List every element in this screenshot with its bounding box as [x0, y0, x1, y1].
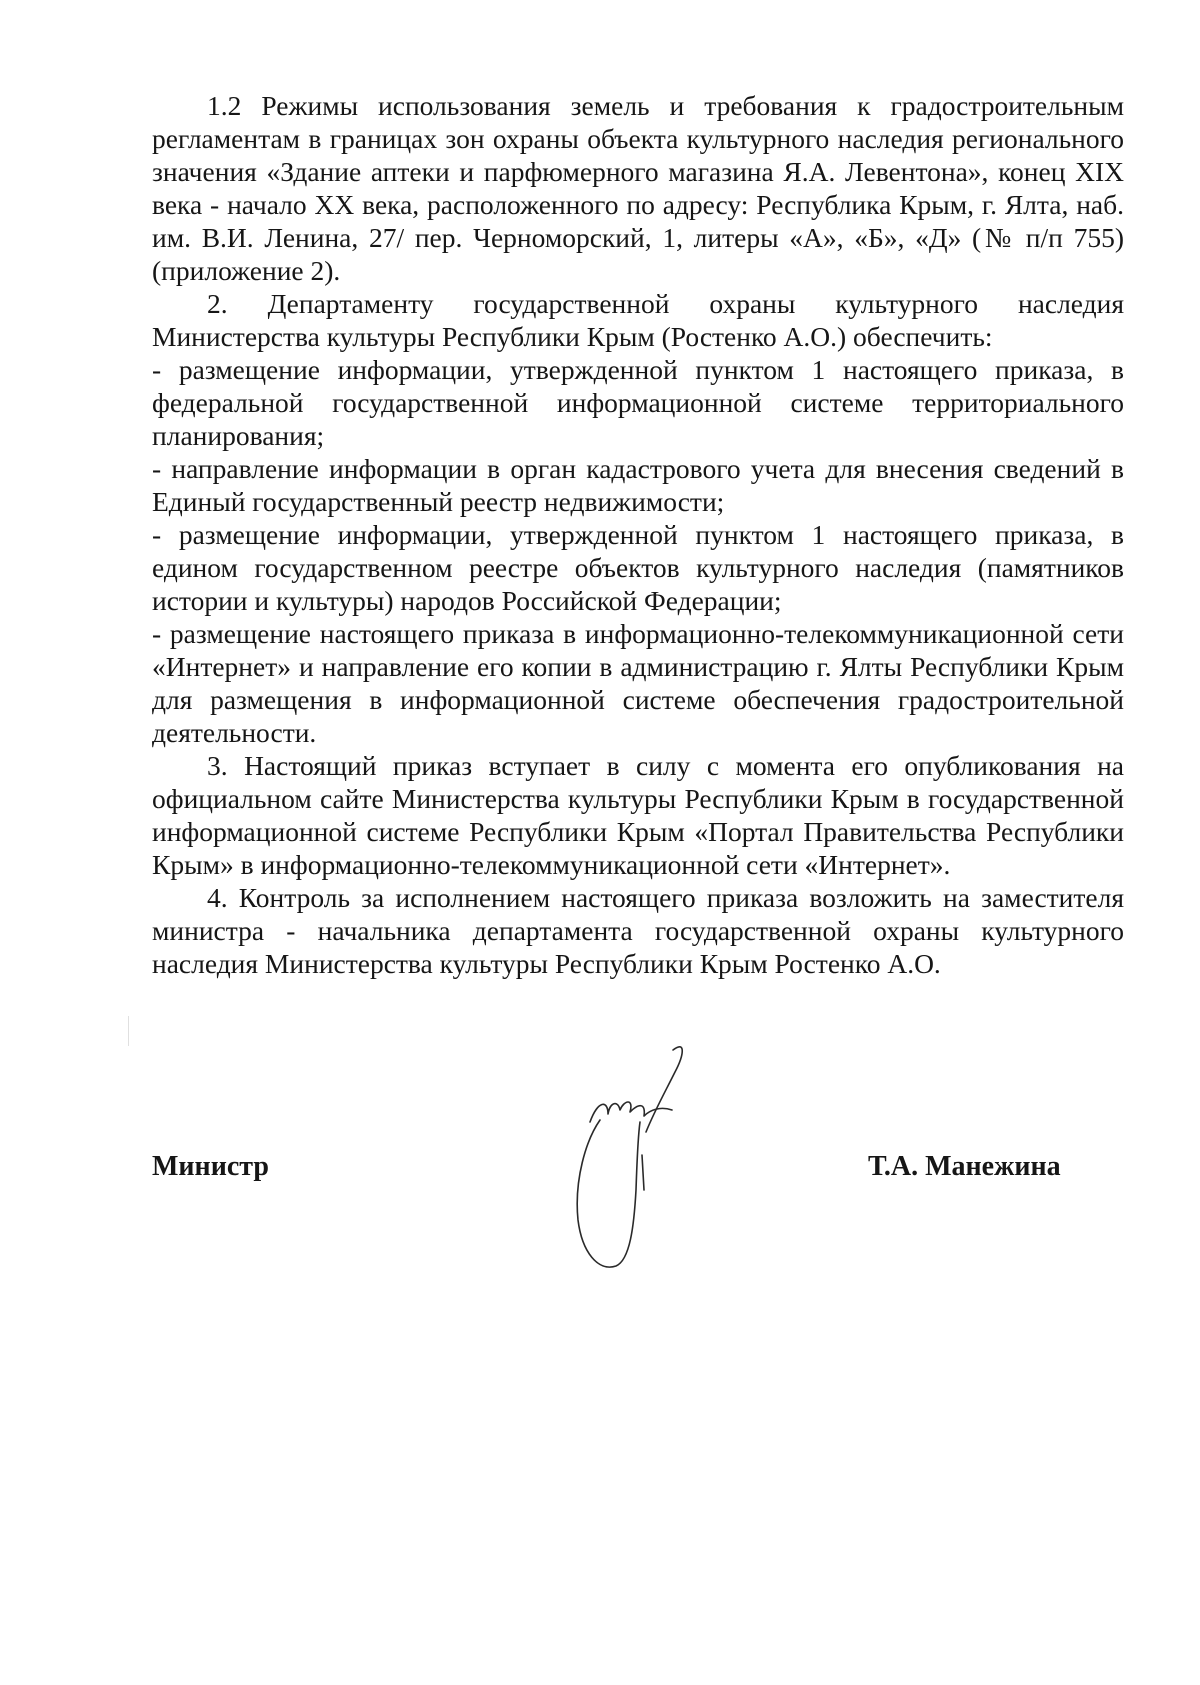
paragraph-2: 2. Департаменту государственной охраны культурного наследия Министерства культуры Республики Крым (Ростенко А.О.) обеспечить: — [152, 288, 1124, 352]
signatory-name: Т.А. Манежина — [868, 1151, 1061, 1182]
signatory-title: Министр — [152, 1151, 269, 1182]
paragraph-1-2: 1.2 Режимы использования земель и требования к градостроительным регламентам в границах зон охраны объекта культурного наследия регионального значения «Здание аптеки и парфюмерного магазина Я.А. Левентона», конец XIX века - начало XX века, расположенного по адресу: Республика Крым, г. Ялта, наб. им. В.И. Ленина, 27/ пер. Черноморский, 1, литеры «А», «Б», «Д» (№ п/п 755) (приложение 2). — [152, 90, 1124, 286]
list-item-bullet-2: - направление информации в орган кадастрового учета для внесения сведений в Единый государственный реестр недвижимости; — [152, 453, 1124, 517]
paragraph-4: 4. Контроль за исполнением настоящего приказа возложить на заместителя министра - начальника департамента государственной охраны культурного наследия Министерства культуры Республики Крым Ростенко А.О. — [152, 882, 1124, 979]
handwritten-signature — [568, 1040, 748, 1290]
paragraph-3: 3. Настоящий приказ вступает в силу с момента его опубликования на официальном сайте Министерства культуры Республики Крым в государственной информационной системе Республики Крым «Портал Правительства Республики Крым» в информационно-телекоммуникационной сети «Интернет». — [152, 750, 1124, 880]
list-item-bullet-4: - размещение настоящего приказа в информационно-телекоммуникационной сети «Интернет» и направление его копии в администрацию г. Ялты Республики Крым для размещения в информационной системе обеспечения градостроительной деятельности. — [152, 618, 1124, 748]
scan-mark — [128, 1016, 129, 1046]
list-item-bullet-1: - размещение информации, утвержденной пунктом 1 настоящего приказа, в федеральной государственной информационной системе территориального планирования; — [152, 354, 1124, 451]
document-body — [152, 89, 1124, 980]
list-item-bullet-3: - размещение информации, утвержденной пунктом 1 настоящего приказа, в едином государственном реестре объектов культурного наследия (памятников истории и культуры) народов Российской Федерации; — [152, 519, 1124, 616]
